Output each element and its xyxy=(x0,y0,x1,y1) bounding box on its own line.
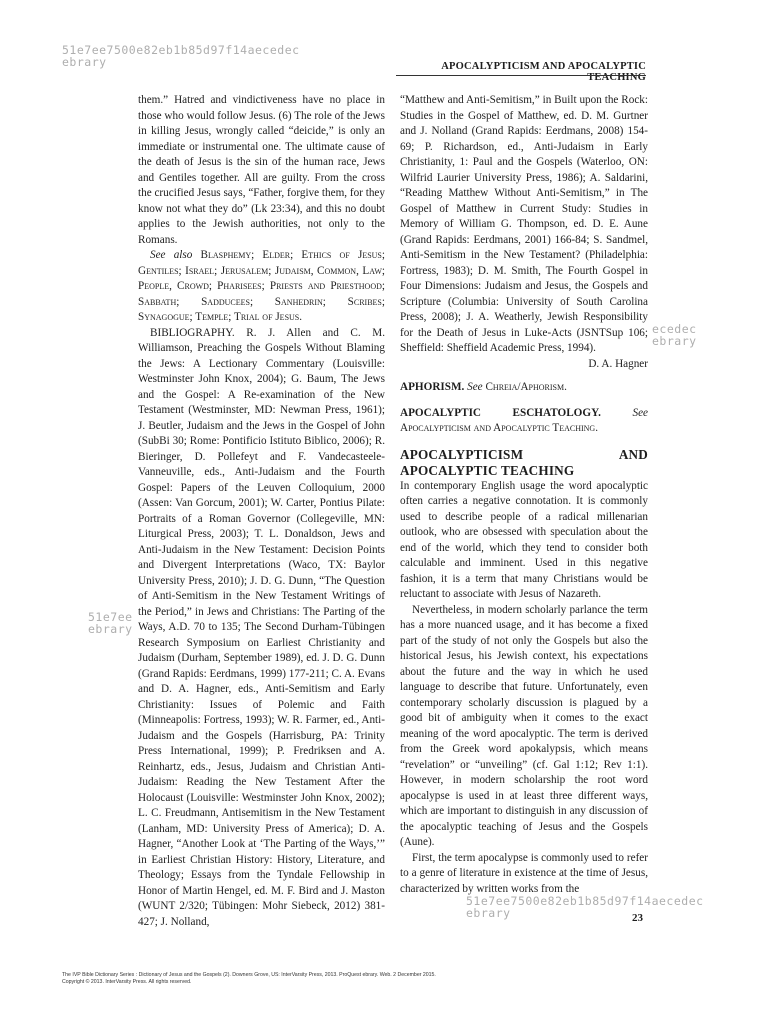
watermark-right-mid: ecedec ebrary xyxy=(652,322,697,348)
right-column xyxy=(400,93,648,897)
footer-citation: The IVP Bible Dictionary Series : Dictionary of Jesus and the Gospels (2). Downers Grove, US: InterVarsity Press, 2013. ProQuest ebrary. Web. 2 December 2015. xyxy=(62,972,436,978)
watermark-top-left: 51e7ee7500e82eb1b85d97f14aecedec ebrary xyxy=(62,43,300,69)
entry-aphorism: APHORISM. See Chreia/Aphorism. xyxy=(400,381,567,393)
header-rule xyxy=(396,75,646,76)
paragraph: First, the term apocalypse is commonly used to refer to a genre of literature in existence at the time of Jesus, characterized by written works from the xyxy=(400,851,648,895)
paragraph: Nevertheless, in modern scholarly parlance the term has a more nuanced usage, and it has become a fixed part of the study of not only the Gospels but also the historical Jesus, his Jewish context, his expectations about the future and the way in which he used language to describe that future. Unfortunately, even contemporary scholarly discussion is plagued by a good bit of ambiguity when it comes to the exact meaning of the word apocalyptic. The term is derived from the Greek word apokalypsis, which means “revelation” or “unveiling” (cf. Gal 1:12; Rev 1:1). However, in modern scholarship the root word apocalypse is used in at least three different ways, which are important to distinguish in any discussion of the apocalyptic teaching of Jesus and the Gospels (Aune). xyxy=(400,603,648,848)
see-also-list: Blasphemy; Elder; Ethics of Jesus; Gentiles; Israel; Jerusalem; Judaism, Common, Law; People, Crowd; Pharisees; Priests and Priesthood; Sabbath; Sadducees; Sanhedrin; Scribes; Synagogue; Temple; Trial of Jesus. xyxy=(138,249,385,323)
entry-head: APOCALYPTIC ESCHATOLOGY. xyxy=(400,406,601,419)
watermark-bottom-right: 51e7ee7500e82eb1b85d97f14aecedec ebrary xyxy=(466,894,704,920)
entry-head: APHORISM. xyxy=(400,381,465,393)
paragraph: them.” Hatred and vindictiveness have no place in those who would follow Jesus. (6) The role of the Jews in killing Jesus, wrongly called “deicide,” is only an immediate or instrumental one. The ultimate cause of the death of Jesus is the sin of the human race, Jews and Gentiles together. All are guilty. From the cross the crucified Jesus says, “Father, forgive them, for they know not what they do” (Lk 23:34), and this no doubt applies to the Jewish authorities, not only to the Romans. xyxy=(138,94,385,246)
see-also xyxy=(138,248,385,326)
bibliography: BIBLIOGRAPHY. R. J. Allen and C. M. Williamson, Preaching the Gospels Without Blaming the Jews: A Lectionary Commentary (Louisville: Westminster John Knox, 2004); G. Baum, The Jews and the Gospel: A Re-examination of the New Testament (Westminster, MD: Newman Press, 1961); J. Beutler, Judaism and the Jews in the Gospel of John (SubBi 30; Rome: Pontificio Istituto Biblico, 2006); R. Bieringer, D. Pollefeyt and F. Vandecasteele-Vanneuville, eds., Anti-Judaism and the Fourth Gospel: Papers of the Leuven Colloquium, 2000 (Assen: Van Gorcum, 2001); W. Carter, Pontius Pilate: Portraits of a Roman Governor (Collegeville, MN: Liturgical Press, 2003); T. L. Donaldson, Jews and Anti-Judaism in the New Testament: Decision Points and Divergent Interpretations (Waco, TX: Baylor University Press, 2010); J. D. G. Dunn, “The Question of Anti-Semitism in the New Testament Writings of the Period,” in Jews and Christians: The Parting of the Ways, A.D. 70 to 135; The Second Durham-Tübingen Research Symposium on Earliest Christianity and Judaism (Durham, September 1989), ed. J. D. G. Dunn (Grand Rapids: Eerdmans, 1999) 177-211; C. A. Evans and D. A. Hagner, eds., Anti-Semitism and Early Christianity: Issues of Polemic and Faith (Minneapolis: Fortress, 1993); W. R. Farmer, ed., Anti-Judaism and the Gospels (Harrisburg, PA: Trinity Press International, 1999); P. Fredriksen and A. Reinhartz, eds., Jesus, Judaism and Christian Anti-Judaism: Reading the New Testament After the Holocaust (Louisville: Westminster John Knox, 2002); L. C. Freudmann, Antisemitism in the New Testament (Lanham, MD: University Press of America); D. A. Hagner, “Another Look at ‘The Parting of the Ways,’” in Earliest Christian History: History, Literature, and Theology; Essays from the Tyndale Fellowship in Honor of Martin Hengel, ed. M. F. Bird and J. Maston (WUNT 2/320; Tübingen: Mohr Siebeck, 2012) 381-427; J. Nolland, xyxy=(138,326,385,928)
author-signature: D. A. Hagner xyxy=(588,357,648,370)
running-head: APOCALYPTICISM AND APOCALYPTIC TEACHING xyxy=(441,61,646,83)
paragraph: In contemporary English usage the word apocalyptic often carries a negative connotation. It is commonly used to describe people of a radical millenarian outlook, who are obsessed with speculation about the end of the world, which they tend to consider both calculable and imminent. Used in this negative fashion, it is a term that many Christians would be reluctant to associate with Jesus of Nazareth. xyxy=(400,479,648,600)
entry-apocalyptic-eschatology: APOCALYPTIC ESCHATOLOGY. See Apocalypticism and Apocalyptic Teaching. xyxy=(400,406,648,434)
article-title: APOCALYPTICISM AND APOCALYPTIC TEACHING xyxy=(400,446,648,478)
cross-reference: Apocalypticism and Apocalyptic Teaching. xyxy=(400,422,598,434)
footer-copyright: Copyright © 2013. InterVarsity Press. All rights reserved. xyxy=(62,978,192,985)
page-number: 23 xyxy=(632,912,643,924)
see-also-label: See also xyxy=(150,249,193,261)
footer xyxy=(62,972,482,985)
watermark-mid-left: 51e7ee ebrary xyxy=(88,610,133,636)
bibliography-continued: “Matthew and Anti-Semitism,” in Built upon the Rock: Studies in the Gospel of Matthew, ed. D. M. Gurtner and J. Nolland (Grand Rapids: Eerdmans, 2008) 154-69; P. Richardson, ed., Anti-Judaism in Early Christianity, 1: Paul and the Gospels (Waterloo, ON: Wilfrid Laurier University Press, 1986); A. Saldarini, “Reading Matthew Without Anti-Semitism,” in The Gospel of Matthew in Current Study: Studies in Memory of William G. Thompson, ed. D. E. Aune (Grand Rapids: Eerdmans, 2001) 166-84; S. Sandmel, Anti-Semitism in the New Testament? (Philadelphia: Fortress, 1983); D. M. Smith, The Fourth Gospel in Four Dimensions: Judaism and Jesus, the Gospels and Scripture (Columbia: University of South Carolina Press, 2008); J. A. Weatherly, Jewish Responsibility for the Death of Jesus in Luke-Acts (JSNTSup 106; Sheffield: Sheffield Academic Press, 1994). D. A. Hagner xyxy=(400,93,648,372)
left-column xyxy=(138,93,385,930)
cross-reference: Chreia/Aphorism. xyxy=(485,381,567,393)
